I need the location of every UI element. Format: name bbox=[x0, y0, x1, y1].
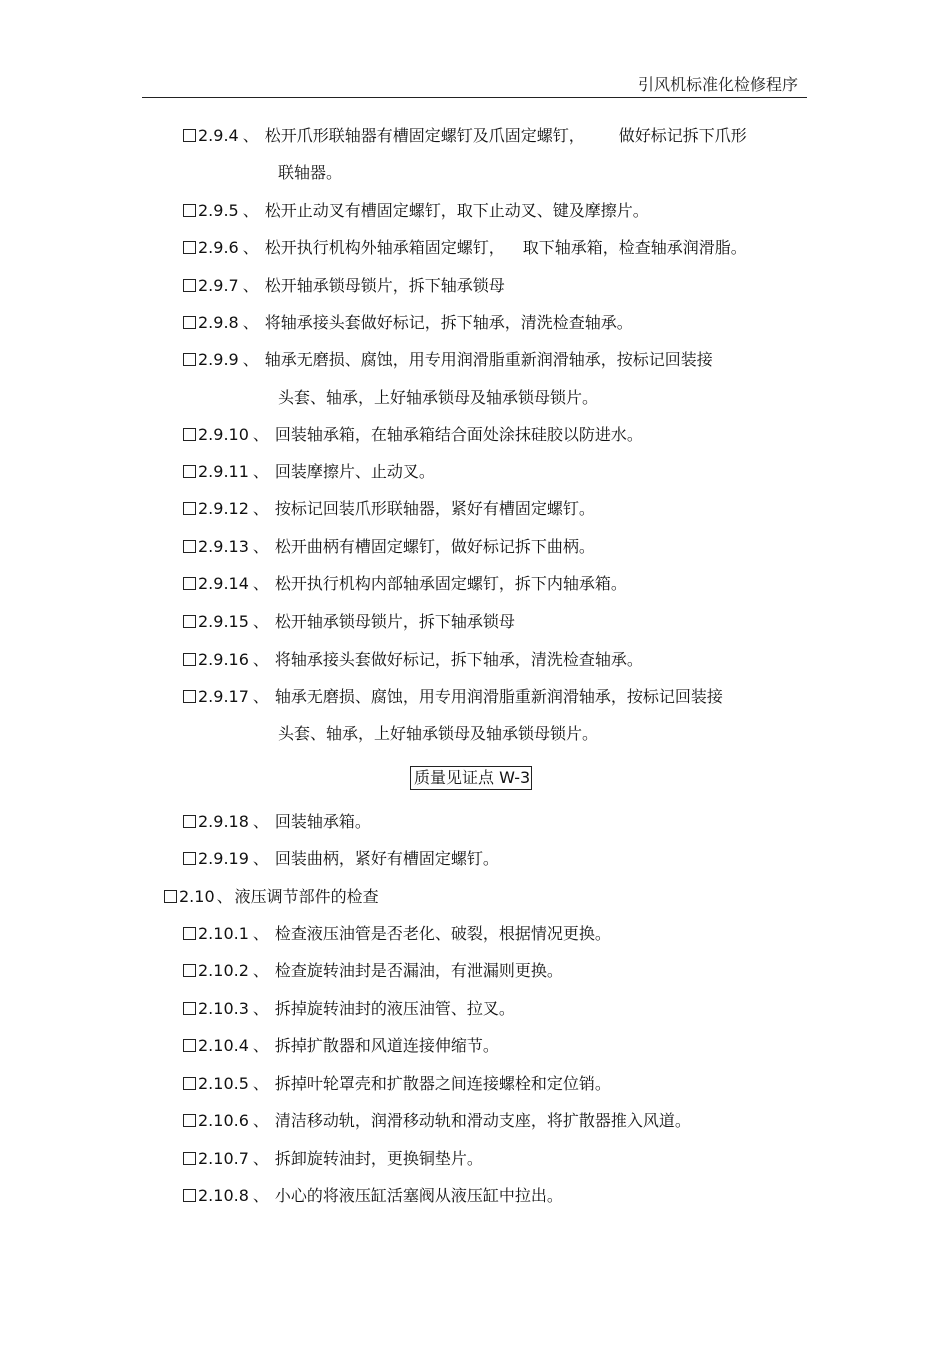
item-number: 2.10.8 bbox=[198, 1186, 249, 1205]
list-item: 2.9.18 、 回装轴承箱。 bbox=[183, 811, 371, 833]
checkbox[interactable] bbox=[183, 241, 196, 254]
item-text: 轴承无磨损、腐蚀，用专用润滑脂重新润滑轴承，按标记回装接 bbox=[264, 350, 713, 369]
list-item: 2.9.13 、 松开曲柄有槽固定螺钉，做好标记拆下曲柄。 bbox=[183, 536, 595, 558]
item-number: 2.10.6 bbox=[198, 1111, 249, 1130]
list-item: 2.9.12 、 按标记回装爪形联轴器，紧好有槽固定螺钉。 bbox=[183, 498, 595, 520]
item-number: 2.9.6 bbox=[198, 238, 239, 257]
item-number: 2.9.18 bbox=[198, 812, 249, 831]
list-item: 2.9.14 、 松开执行机构内部轴承固定螺钉，拆下内轴承箱。 bbox=[183, 573, 627, 595]
item-text: 回装轴承箱，在轴承箱结合面处涂抹硅胶以防进水。 bbox=[274, 425, 643, 444]
item-text: 按标记回装爪形联轴器，紧好有槽固定螺钉。 bbox=[274, 499, 595, 518]
item-text: 松开爪形联轴器有槽固定螺钉及爪固定螺钉， bbox=[264, 126, 585, 145]
item-text: 松开执行机构外轴承箱固定螺钉， bbox=[264, 238, 505, 257]
item-continuation: 联轴器。 bbox=[278, 163, 343, 182]
list-item: 2.10.7 、 拆卸旋转油封，更换铜垫片。 bbox=[183, 1148, 483, 1170]
item-number: 2.9.19 bbox=[198, 849, 249, 868]
document-header-title: 引风机标准化检修程序 bbox=[637, 75, 798, 94]
item-text: 取下轴承箱，检查轴承润滑脂。 bbox=[522, 238, 747, 257]
checkbox[interactable] bbox=[183, 1077, 196, 1090]
item-number: 2.9.13 bbox=[198, 537, 249, 556]
item-text: 松开轴承锁母锁片，拆下轴承锁母 bbox=[274, 612, 515, 631]
item-number: 2.9.5 bbox=[198, 201, 239, 220]
item-text: 拆掉叶轮罩壳和扩散器之间连接螺栓和定位销。 bbox=[274, 1074, 611, 1093]
list-item: 2.9.15 、 松开轴承锁母锁片，拆下轴承锁母 bbox=[183, 611, 515, 633]
item-number: 2.9.16 bbox=[198, 650, 249, 669]
item-text: 检查旋转油封是否漏油，有泄漏则更换。 bbox=[274, 961, 563, 980]
header-divider bbox=[142, 97, 807, 98]
checkbox[interactable] bbox=[183, 927, 196, 940]
quality-witness-point: 质量见证点 W-3 bbox=[410, 766, 532, 790]
item-text: 清洁移动轨，润滑移动轨和滑动支座，将扩散器推入风道。 bbox=[274, 1111, 691, 1130]
list-item: 2.10.5 、 拆掉叶轮罩壳和扩散器之间连接螺栓和定位销。 bbox=[183, 1073, 611, 1095]
checkbox[interactable] bbox=[183, 1114, 196, 1127]
item-number: 2.10.1 bbox=[198, 924, 249, 943]
list-item: 2.10.4 、 拆掉扩散器和风道连接伸缩节。 bbox=[183, 1035, 499, 1057]
item-text: 拆掉旋转油封的液压油管、拉叉。 bbox=[274, 999, 515, 1018]
item-text: 做好标记拆下爪形 bbox=[618, 126, 747, 145]
item-text: 拆卸旋转油封，更换铜垫片。 bbox=[274, 1149, 483, 1168]
list-item: 2.9.9 、 轴承无磨损、腐蚀，用专用润滑脂重新润滑轴承，按标记回装接 bbox=[183, 349, 713, 371]
checkbox[interactable] bbox=[183, 502, 196, 515]
checkbox[interactable] bbox=[183, 279, 196, 292]
list-item: 2.9.6 、 松开执行机构外轴承箱固定螺钉， 取下轴承箱，检查轴承润滑脂。 bbox=[183, 237, 747, 259]
checkbox[interactable] bbox=[183, 653, 196, 666]
list-item: 2.9.10 、 回装轴承箱，在轴承箱结合面处涂抹硅胶以防进水。 bbox=[183, 424, 643, 446]
list-item: 2.9.16 、 将轴承接头套做好标记，拆下轴承，清洗检查轴承。 bbox=[183, 649, 643, 671]
checkbox[interactable] bbox=[183, 1002, 196, 1015]
item-text: 松开曲柄有槽固定螺钉，做好标记拆下曲柄。 bbox=[274, 537, 595, 556]
item-number: 2.10.5 bbox=[198, 1074, 249, 1093]
item-text: 回装摩擦片、止动叉。 bbox=[274, 462, 435, 481]
item-text: 检查液压油管是否老化、破裂，根据情况更换。 bbox=[274, 924, 611, 943]
item-number: 2.9.4 bbox=[198, 126, 239, 145]
checkbox[interactable] bbox=[183, 1152, 196, 1165]
checkbox[interactable] bbox=[164, 890, 177, 903]
list-item: 2.9.11 、 回装摩擦片、止动叉。 bbox=[183, 461, 435, 483]
item-text: 松开执行机构内部轴承固定螺钉，拆下内轴承箱。 bbox=[274, 574, 627, 593]
section-number: 2.10 bbox=[179, 887, 215, 906]
checkbox[interactable] bbox=[183, 353, 196, 366]
list-item: 2.10.2 、 检查旋转油封是否漏油，有泄漏则更换。 bbox=[183, 960, 563, 982]
checkbox[interactable] bbox=[183, 204, 196, 217]
checkbox[interactable] bbox=[183, 815, 196, 828]
item-number: 2.10.2 bbox=[198, 961, 249, 980]
item-continuation: 头套、轴承，上好轴承锁母及轴承锁母锁片。 bbox=[278, 388, 599, 407]
item-number: 2.10.7 bbox=[198, 1149, 249, 1168]
item-number: 2.9.9 bbox=[198, 350, 239, 369]
item-text: 拆掉扩散器和风道连接伸缩节。 bbox=[274, 1036, 499, 1055]
checkbox[interactable] bbox=[183, 615, 196, 628]
section-heading: 2.10 、 液压调节部件的检查 bbox=[164, 886, 379, 908]
list-item: 2.9.7 、 松开轴承锁母锁片，拆下轴承锁母 bbox=[183, 275, 505, 297]
item-number: 2.9.12 bbox=[198, 499, 249, 518]
list-item: 2.9.4 、 松开爪形联轴器有槽固定螺钉及爪固定螺钉， 做好标记拆下爪形 bbox=[183, 125, 747, 147]
checkbox[interactable] bbox=[183, 577, 196, 590]
item-number: 2.9.8 bbox=[198, 313, 239, 332]
item-continuation: 头套、轴承，上好轴承锁母及轴承锁母锁片。 bbox=[278, 724, 599, 743]
checkbox[interactable] bbox=[183, 690, 196, 703]
checkbox[interactable] bbox=[183, 428, 196, 441]
section-title: 液压调节部件的检查 bbox=[234, 887, 379, 906]
checkbox[interactable] bbox=[183, 316, 196, 329]
checkbox[interactable] bbox=[183, 964, 196, 977]
item-number: 2.10.3 bbox=[198, 999, 249, 1018]
checkbox[interactable] bbox=[183, 852, 196, 865]
item-text: 将轴承接头套做好标记，拆下轴承，清洗检查轴承。 bbox=[264, 313, 633, 332]
item-number: 2.9.15 bbox=[198, 612, 249, 631]
item-number: 2.9.7 bbox=[198, 276, 239, 295]
item-text: 小心的将液压缸活塞阀从液压缸中拉出。 bbox=[274, 1186, 563, 1205]
list-item: 2.10.1 、 检查液压油管是否老化、破裂，根据情况更换。 bbox=[183, 923, 611, 945]
list-item: 2.10.8 、 小心的将液压缸活塞阀从液压缸中拉出。 bbox=[183, 1185, 563, 1207]
item-text: 松开止动叉有槽固定螺钉，取下止动叉、键及摩擦片。 bbox=[264, 201, 649, 220]
checkbox[interactable] bbox=[183, 1189, 196, 1202]
list-item: 2.10.6 、 清洁移动轨，润滑移动轨和滑动支座，将扩散器推入风道。 bbox=[183, 1110, 691, 1132]
item-number: 2.9.10 bbox=[198, 425, 249, 444]
item-text: 回装曲柄，紧好有槽固定螺钉。 bbox=[274, 849, 499, 868]
list-item: 2.9.19 、 回装曲柄，紧好有槽固定螺钉。 bbox=[183, 848, 499, 870]
item-text: 回装轴承箱。 bbox=[274, 812, 371, 831]
item-number: 2.10.4 bbox=[198, 1036, 249, 1055]
item-number: 2.9.17 bbox=[198, 687, 249, 706]
item-text: 松开轴承锁母锁片，拆下轴承锁母 bbox=[264, 276, 505, 295]
list-item: 2.10.3 、 拆掉旋转油封的液压油管、拉叉。 bbox=[183, 998, 515, 1020]
list-item: 2.9.8 、 将轴承接头套做好标记，拆下轴承，清洗检查轴承。 bbox=[183, 312, 633, 334]
item-text: 轴承无磨损、腐蚀，用专用润滑脂重新润滑轴承，按标记回装接 bbox=[274, 687, 723, 706]
checkbox[interactable] bbox=[183, 540, 196, 553]
list-item: 2.9.17 、 轴承无磨损、腐蚀，用专用润滑脂重新润滑轴承，按标记回装接 bbox=[183, 686, 723, 708]
list-item: 2.9.5 、 松开止动叉有槽固定螺钉，取下止动叉、键及摩擦片。 bbox=[183, 200, 649, 222]
checkbox[interactable] bbox=[183, 465, 196, 478]
item-number: 2.9.11 bbox=[198, 462, 249, 481]
checkbox[interactable] bbox=[183, 1039, 196, 1052]
item-text: 将轴承接头套做好标记，拆下轴承，清洗检查轴承。 bbox=[274, 650, 643, 669]
item-number: 2.9.14 bbox=[198, 574, 249, 593]
checkbox[interactable] bbox=[183, 129, 196, 142]
